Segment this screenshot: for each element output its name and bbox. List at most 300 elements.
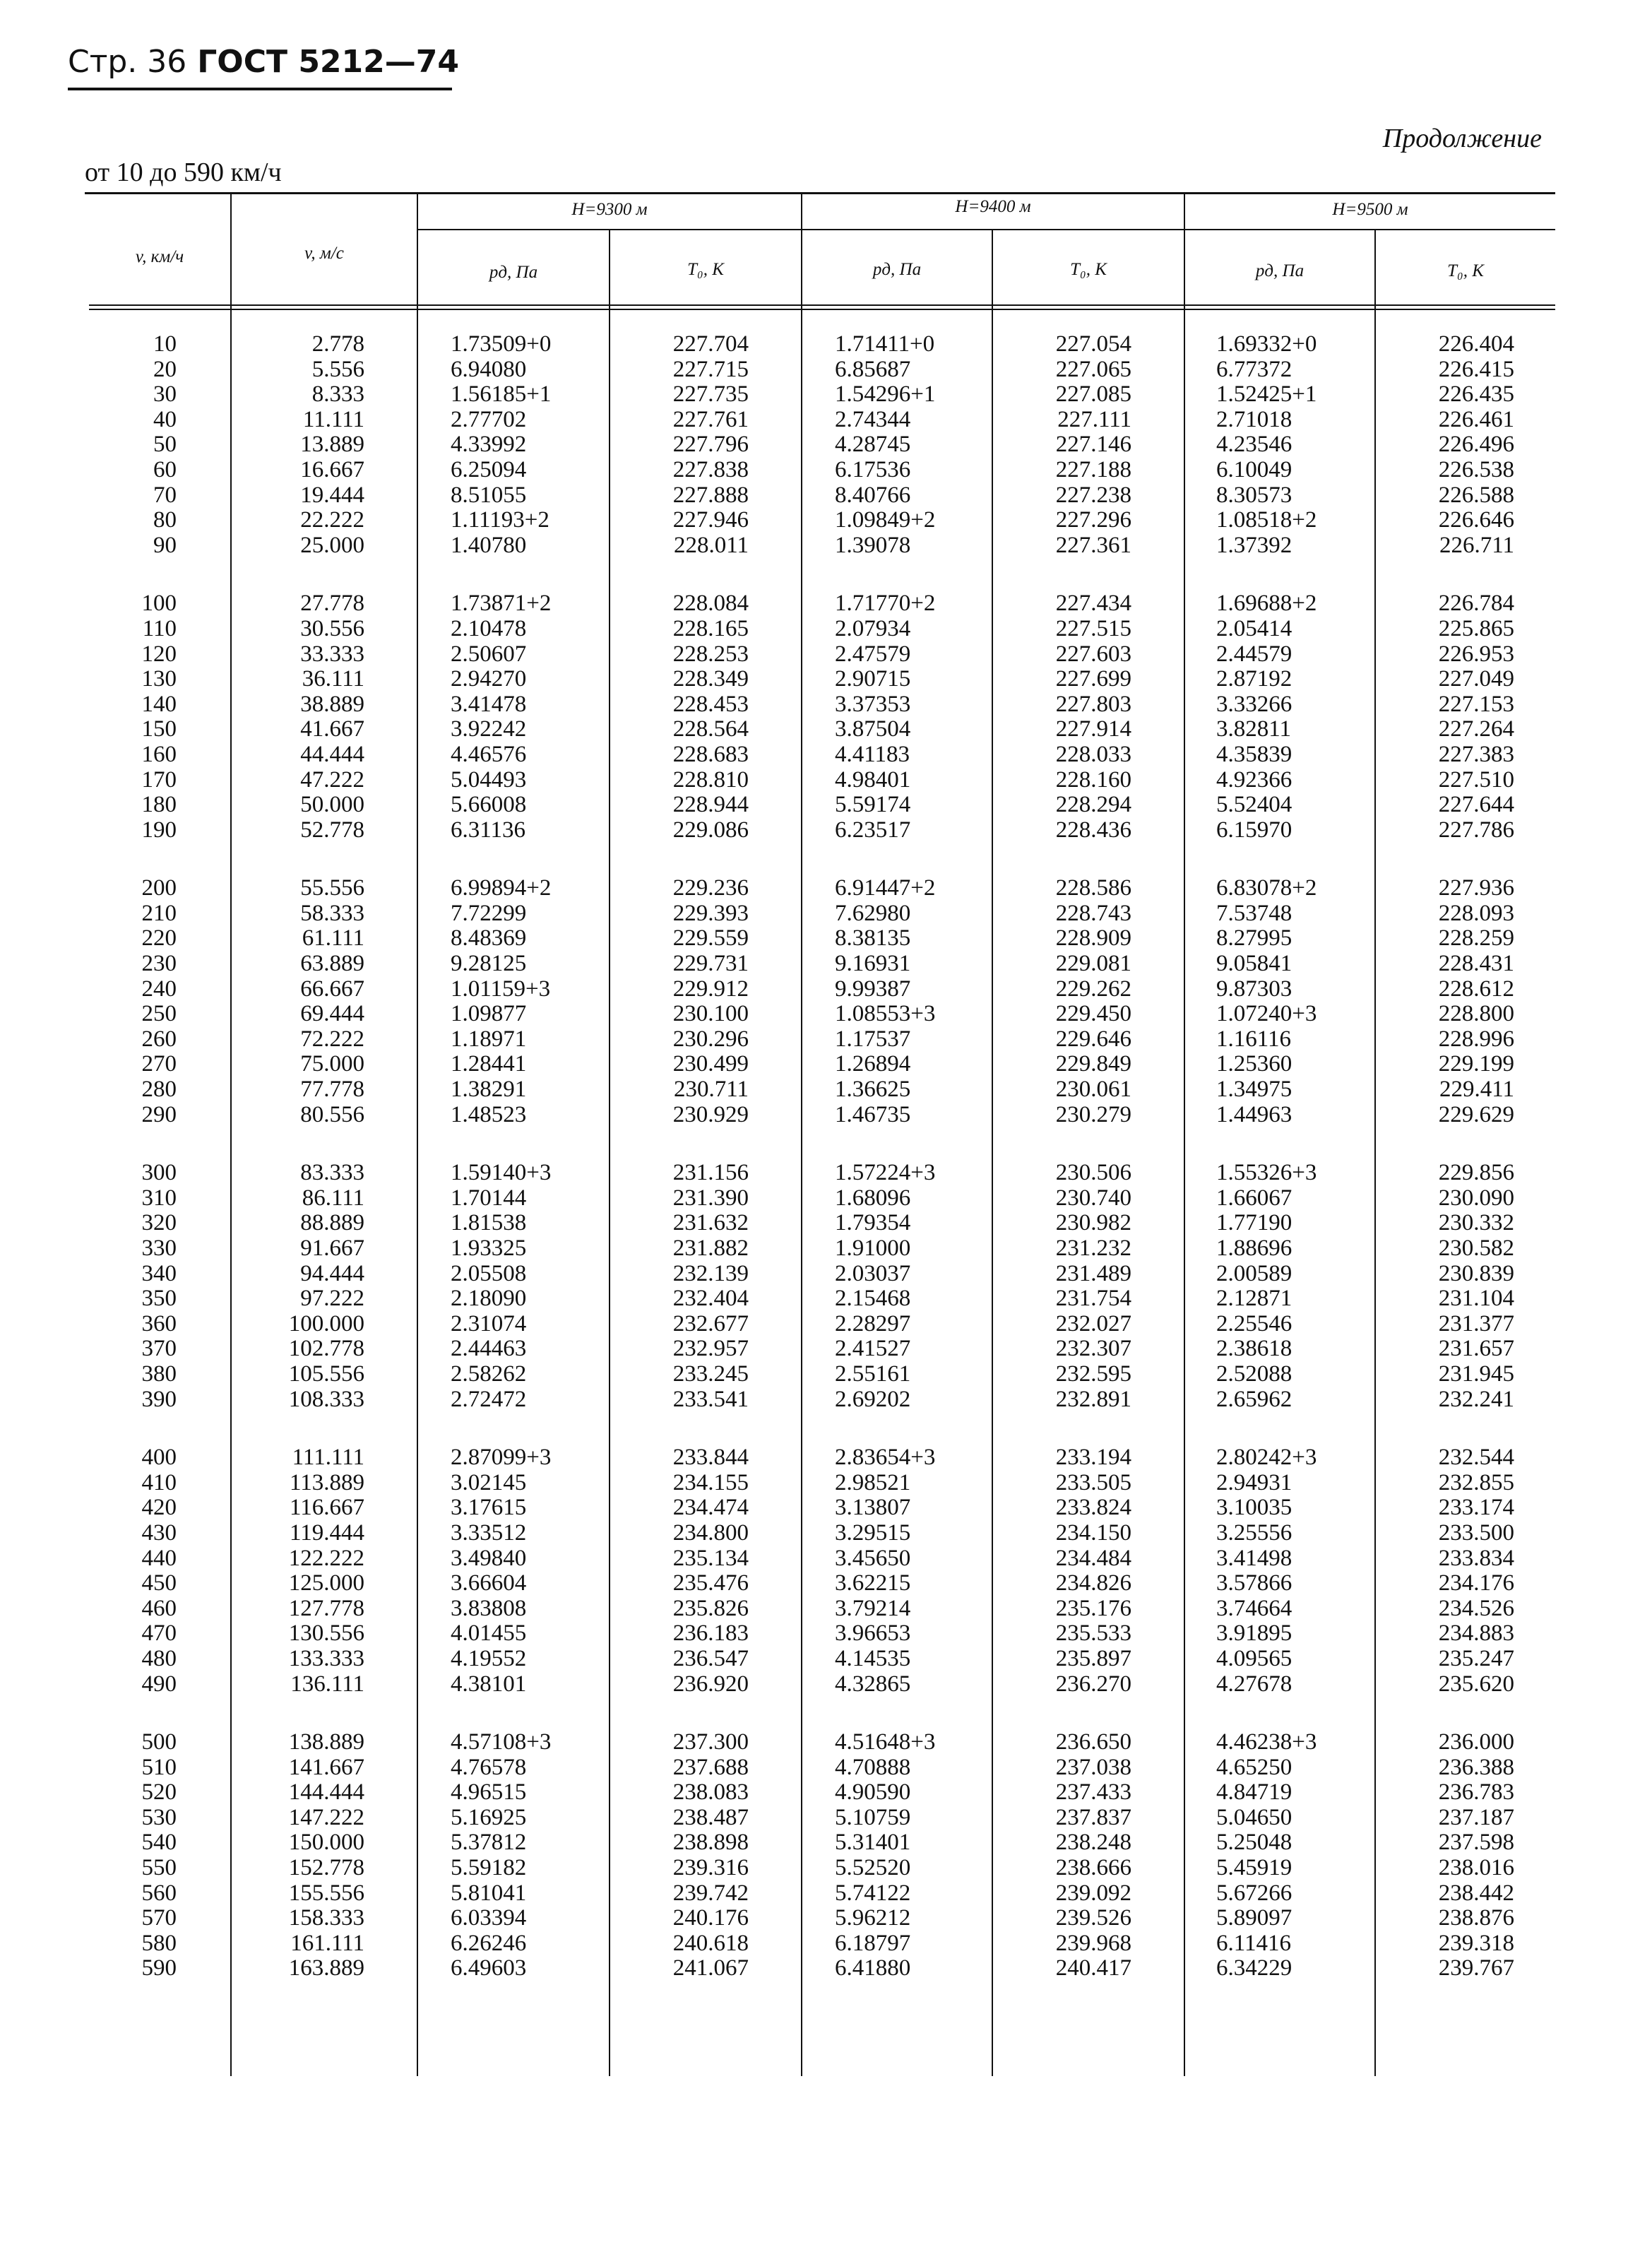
table-cell: 229.411 bbox=[1439, 1077, 1514, 1103]
table-cell: 2.38618 bbox=[1216, 1336, 1293, 1362]
table-cell: 3.17615 bbox=[451, 1495, 527, 1521]
row-group bbox=[1376, 876, 1514, 1127]
table-cell: 19.444 bbox=[300, 482, 364, 508]
table-cell: 1.54296+1 bbox=[835, 381, 936, 408]
table-cell: 2.778 bbox=[311, 331, 364, 357]
table-cell: 4.27678 bbox=[1216, 1671, 1293, 1697]
table-cell: 2.31074 bbox=[451, 1310, 527, 1337]
header-t0: T₀, К bbox=[687, 260, 724, 279]
table-cell: 1.48523 bbox=[451, 1101, 527, 1127]
table-cell: 1.69688+2 bbox=[1216, 591, 1317, 617]
table-cell: 30.556 bbox=[300, 615, 364, 641]
header-altitude-9500: H=9500 м bbox=[1332, 200, 1408, 219]
table-cell: 238.898 bbox=[672, 1830, 749, 1856]
table-cell: 3.45650 bbox=[835, 1545, 911, 1571]
header-bottom-rule-1 bbox=[89, 304, 1555, 306]
table-cell: 227.515 bbox=[1055, 615, 1131, 641]
table-cell: 235.533 bbox=[1055, 1620, 1131, 1647]
table-cell: 7.53748 bbox=[1216, 900, 1293, 926]
table-cell: 238.442 bbox=[1438, 1880, 1514, 1906]
table-cell: 100.000 bbox=[288, 1310, 364, 1337]
table-cell: 4.51648+3 bbox=[835, 1729, 936, 1755]
table-cell: 233.834 bbox=[1438, 1545, 1514, 1571]
table-cell: 239.767 bbox=[1438, 1955, 1514, 1981]
row-group bbox=[1376, 1445, 1514, 1697]
table-cell: 27.778 bbox=[300, 591, 364, 617]
column-v-ms bbox=[232, 332, 364, 2015]
table-cell: 231.377 bbox=[1438, 1310, 1514, 1337]
row-group bbox=[993, 332, 1131, 558]
table-cell: 1.08518+2 bbox=[1216, 507, 1317, 533]
table-cell: 227.838 bbox=[672, 456, 749, 482]
row-group bbox=[232, 591, 364, 843]
table-cell: 5.67266 bbox=[1216, 1880, 1293, 1906]
table-cell: 11.111 bbox=[302, 406, 364, 432]
table-cell: 50.000 bbox=[300, 792, 364, 818]
table-cell: 3.41478 bbox=[451, 691, 527, 717]
table-cell: 229.262 bbox=[1055, 976, 1131, 1002]
header-t0: T₀, К bbox=[1447, 261, 1484, 280]
table-cell: 1.39078 bbox=[835, 532, 911, 558]
table-cell: 227.383 bbox=[1438, 741, 1514, 767]
table-cell: 6.99894+2 bbox=[451, 875, 552, 901]
table-cell: 2.44579 bbox=[1216, 641, 1293, 667]
table-cell: 233.505 bbox=[1055, 1469, 1131, 1495]
table-cell: 230.711 bbox=[673, 1077, 749, 1103]
table-cell: 6.77372 bbox=[1216, 356, 1293, 382]
table-cell: 470 bbox=[141, 1620, 177, 1647]
table-cell: 231.657 bbox=[1438, 1336, 1514, 1362]
table-cell: 228.253 bbox=[672, 641, 749, 667]
table-cell: 40 bbox=[153, 406, 177, 432]
table-cell: 150 bbox=[141, 716, 177, 742]
table-cell: 226.461 bbox=[1438, 406, 1514, 432]
table-cell: 2.25546 bbox=[1216, 1310, 1293, 1337]
row-group bbox=[451, 591, 606, 843]
table-cell: 3.33266 bbox=[1216, 691, 1293, 717]
table-cell: 2.94270 bbox=[451, 666, 527, 692]
table-cell: 520 bbox=[141, 1779, 177, 1806]
table-cell: 228.093 bbox=[1438, 900, 1514, 926]
table-cell: 233.194 bbox=[1055, 1445, 1131, 1471]
table-cell: 190 bbox=[141, 817, 177, 843]
table-cell: 1.09849+2 bbox=[835, 507, 936, 533]
table-cell: 13.889 bbox=[300, 432, 364, 458]
table-cell: 232.307 bbox=[1055, 1336, 1131, 1362]
table-cell: 227.699 bbox=[1055, 666, 1131, 692]
table-cell: 2.69202 bbox=[835, 1386, 911, 1412]
table-cell: 4.65250 bbox=[1216, 1754, 1293, 1780]
table-cell: 227.238 bbox=[1055, 482, 1131, 508]
table-cell: 44.444 bbox=[300, 741, 364, 767]
table-cell: 231.232 bbox=[1055, 1235, 1131, 1261]
column-9500-t0 bbox=[1376, 332, 1514, 2015]
table-cell: 6.85687 bbox=[835, 356, 911, 382]
table-cell: 590 bbox=[141, 1955, 177, 1981]
table-cell: 227.936 bbox=[1438, 875, 1514, 901]
table-cell: 228.033 bbox=[1055, 741, 1131, 767]
table-cell: 228.586 bbox=[1055, 875, 1131, 901]
table-cell: 116.667 bbox=[289, 1495, 364, 1521]
table-cell: 108.333 bbox=[288, 1386, 364, 1412]
table-cell: 232.677 bbox=[672, 1310, 749, 1337]
table-cell: 228.011 bbox=[673, 532, 749, 558]
table-cell: 158.333 bbox=[288, 1905, 364, 1931]
table-cell: 500 bbox=[141, 1729, 177, 1755]
table-cell: 1.08553+3 bbox=[835, 1001, 936, 1027]
table-cell: 9.99387 bbox=[835, 976, 911, 1002]
table-cell: 240.618 bbox=[672, 1930, 749, 1956]
table-cell: 83.333 bbox=[300, 1160, 364, 1186]
table-cell: 540 bbox=[141, 1830, 177, 1856]
table-cell: 234.474 bbox=[672, 1495, 749, 1521]
table-cell: 227.111 bbox=[1057, 406, 1131, 432]
table-cell: 2.10478 bbox=[451, 615, 527, 641]
table-cell: 70 bbox=[153, 482, 177, 508]
altitude-header-rule bbox=[417, 229, 1555, 230]
table-cell: 105.556 bbox=[288, 1361, 364, 1387]
column-9400-t0 bbox=[993, 332, 1131, 2015]
table-cell: 3.96653 bbox=[835, 1620, 911, 1647]
table-cell: 1.59140+3 bbox=[451, 1160, 552, 1186]
table-cell: 231.882 bbox=[672, 1235, 749, 1261]
row-group bbox=[610, 332, 749, 558]
table-cell: 228.349 bbox=[672, 666, 749, 692]
table-cell: 3.87504 bbox=[835, 716, 911, 742]
table-cell: 163.889 bbox=[288, 1955, 364, 1981]
table-cell: 130 bbox=[141, 666, 177, 692]
table-cell: 2.71018 bbox=[1216, 406, 1293, 432]
table-cell: 9.16931 bbox=[835, 951, 911, 977]
table-cell: 227.264 bbox=[1438, 716, 1514, 742]
header-v-ms: v, м/с bbox=[304, 244, 344, 263]
table-cell: 233.824 bbox=[1055, 1495, 1131, 1521]
row-group bbox=[232, 332, 364, 558]
table-cell: 300 bbox=[141, 1160, 177, 1186]
table-cell: 119.444 bbox=[289, 1519, 364, 1546]
table-cell: 226.784 bbox=[1438, 591, 1514, 617]
table-cell: 229.236 bbox=[672, 875, 749, 901]
table-cell: 2.65962 bbox=[1216, 1386, 1293, 1412]
table-cell: 5.89097 bbox=[1216, 1905, 1293, 1931]
table-cell: 234.826 bbox=[1055, 1570, 1131, 1596]
table-cell: 236.547 bbox=[672, 1645, 749, 1671]
table-cell: 86.111 bbox=[302, 1185, 364, 1211]
table-cell: 227.786 bbox=[1438, 817, 1514, 843]
table-cell: 227.434 bbox=[1055, 591, 1131, 617]
table-cell: 230.506 bbox=[1055, 1160, 1131, 1186]
table-cell: 227.054 bbox=[1055, 331, 1131, 357]
table-cell: 2.74344 bbox=[835, 406, 911, 432]
continuation-label: Продолжение bbox=[1382, 124, 1542, 153]
table-cell: 229.629 bbox=[1438, 1101, 1514, 1127]
table-cell: 226.711 bbox=[1439, 532, 1514, 558]
table-cell: 236.783 bbox=[1438, 1779, 1514, 1806]
table-cell: 228.996 bbox=[1438, 1026, 1514, 1052]
table-cell: 1.71770+2 bbox=[835, 591, 936, 617]
table-cell: 155.556 bbox=[288, 1880, 364, 1906]
table-cell: 2.87099+3 bbox=[451, 1445, 552, 1471]
table-cell: 4.32865 bbox=[835, 1671, 911, 1697]
table-cell: 1.69332+0 bbox=[1216, 331, 1317, 357]
table-cell: 5.04493 bbox=[451, 766, 527, 793]
header-v-kmh: v, км/ч bbox=[135, 247, 184, 266]
table-cell: 6.03394 bbox=[451, 1905, 527, 1931]
table-cell: 4.19552 bbox=[451, 1645, 527, 1671]
table-cell: 229.912 bbox=[672, 976, 749, 1002]
column-9300-t0 bbox=[610, 332, 749, 2015]
column-9500-pd bbox=[1216, 332, 1372, 2015]
table-cell: 239.526 bbox=[1055, 1905, 1131, 1931]
table-cell: 4.90590 bbox=[835, 1779, 911, 1806]
table-cell: 226.646 bbox=[1438, 507, 1514, 533]
table-cell: 3.37353 bbox=[835, 691, 911, 717]
table-cell: 230.982 bbox=[1055, 1210, 1131, 1236]
table-cell: 250 bbox=[141, 1001, 177, 1027]
table-cell: 1.09877 bbox=[451, 1001, 527, 1027]
table-cell: 227.735 bbox=[672, 381, 749, 408]
table-cell: 237.300 bbox=[672, 1729, 749, 1755]
table-cell: 220 bbox=[141, 925, 177, 952]
table-cell: 231.489 bbox=[1055, 1260, 1131, 1286]
table-cell: 94.444 bbox=[300, 1260, 364, 1286]
table-cell: 1.52425+1 bbox=[1216, 381, 1317, 408]
row-group bbox=[89, 1730, 177, 1981]
table-cell: 237.688 bbox=[672, 1754, 749, 1780]
row-group bbox=[89, 1161, 177, 1412]
table-cell: 238.876 bbox=[1438, 1905, 1514, 1931]
table-cell: 1.44963 bbox=[1216, 1101, 1293, 1127]
table-cell: 290 bbox=[141, 1101, 177, 1127]
table-cell: 6.17536 bbox=[835, 456, 911, 482]
table-cell: 370 bbox=[141, 1336, 177, 1362]
row-group bbox=[835, 1445, 990, 1697]
row-group bbox=[232, 876, 364, 1127]
table-cell: 152.778 bbox=[288, 1855, 364, 1881]
table-cell: 550 bbox=[141, 1855, 177, 1881]
header-bottom-rule-2 bbox=[89, 309, 1555, 310]
row-group bbox=[1216, 1445, 1372, 1697]
header-pd: pд, Па bbox=[872, 260, 922, 279]
table-cell: 4.92366 bbox=[1216, 766, 1293, 793]
table-cell: 1.77190 bbox=[1216, 1210, 1293, 1236]
table-cell: 227.065 bbox=[1055, 356, 1131, 382]
row-group bbox=[835, 1161, 990, 1412]
table-cell: 228.294 bbox=[1055, 792, 1131, 818]
table-cell: 530 bbox=[141, 1804, 177, 1830]
table-cell: 510 bbox=[141, 1754, 177, 1780]
table-cell: 231.945 bbox=[1438, 1361, 1514, 1387]
table-cell: 4.57108+3 bbox=[451, 1729, 552, 1755]
table-cell: 1.66067 bbox=[1216, 1185, 1293, 1211]
table-cell: 80.556 bbox=[300, 1101, 364, 1127]
table-cell: 1.37392 bbox=[1216, 532, 1293, 558]
table-cell: 1.79354 bbox=[835, 1210, 911, 1236]
table-cell: 2.83654+3 bbox=[835, 1445, 936, 1471]
row-group bbox=[232, 1161, 364, 1412]
row-group bbox=[1376, 1730, 1514, 1981]
table-cell: 3.02145 bbox=[451, 1469, 527, 1495]
table-cell: 230.296 bbox=[672, 1026, 749, 1052]
table-cell: 238.487 bbox=[672, 1804, 749, 1830]
table-cell: 66.667 bbox=[300, 976, 364, 1002]
table-cell: 161.111 bbox=[290, 1930, 364, 1956]
table-cell: 360 bbox=[141, 1310, 177, 1337]
table-cell: 231.390 bbox=[672, 1185, 749, 1211]
table-cell: 234.150 bbox=[1055, 1519, 1131, 1546]
table-cell: 229.731 bbox=[672, 951, 749, 977]
table-cell: 227.715 bbox=[672, 356, 749, 382]
table-cell: 227.049 bbox=[1438, 666, 1514, 692]
table-cell: 6.41880 bbox=[835, 1955, 911, 1981]
table-cell: 229.393 bbox=[672, 900, 749, 926]
table-cell: 2.90715 bbox=[835, 666, 911, 692]
table-cell: 4.33992 bbox=[451, 432, 527, 458]
table-cell: 2.18090 bbox=[451, 1286, 527, 1312]
table-cell: 232.855 bbox=[1438, 1469, 1514, 1495]
table-cell: 1.18971 bbox=[451, 1026, 527, 1052]
table-cell: 234.883 bbox=[1438, 1620, 1514, 1647]
table-cell: 5.81041 bbox=[451, 1880, 527, 1906]
table-cell: 229.856 bbox=[1438, 1160, 1514, 1186]
table-cell: 227.085 bbox=[1055, 381, 1131, 408]
table-cell: 235.134 bbox=[672, 1545, 749, 1571]
table-cell: 3.33512 bbox=[451, 1519, 527, 1546]
table-cell: 3.10035 bbox=[1216, 1495, 1293, 1521]
table-cell: 490 bbox=[141, 1671, 177, 1697]
table-cell: 430 bbox=[141, 1519, 177, 1546]
table-cell: 1.46735 bbox=[835, 1101, 911, 1127]
table-cell: 230.740 bbox=[1055, 1185, 1131, 1211]
row-group bbox=[835, 332, 990, 558]
table-cell: 1.36625 bbox=[835, 1077, 911, 1103]
header-altitude-9400: H=9400 м bbox=[955, 197, 1031, 216]
table-cell: 2.15468 bbox=[835, 1286, 911, 1312]
table-cell: 138.889 bbox=[288, 1729, 364, 1755]
table-cell: 9.87303 bbox=[1216, 976, 1293, 1002]
table-cell: 1.68096 bbox=[835, 1185, 911, 1211]
table-cell: 234.526 bbox=[1438, 1595, 1514, 1621]
row-group bbox=[993, 591, 1131, 843]
table-cell: 1.88696 bbox=[1216, 1235, 1293, 1261]
row-group bbox=[993, 1730, 1131, 1981]
table-cell: 5.52520 bbox=[835, 1855, 911, 1881]
table-cell: 236.270 bbox=[1055, 1671, 1131, 1697]
table-cell: 231.632 bbox=[672, 1210, 749, 1236]
table-cell: 227.644 bbox=[1438, 792, 1514, 818]
table-cell: 6.83078+2 bbox=[1216, 875, 1317, 901]
table-cell: 61.111 bbox=[302, 925, 364, 952]
table-cell: 130.556 bbox=[288, 1620, 364, 1647]
table-cell: 270 bbox=[141, 1051, 177, 1077]
header-pd: pд, Па bbox=[489, 263, 538, 282]
table-cell: 6.10049 bbox=[1216, 456, 1293, 482]
table-cell: 238.016 bbox=[1438, 1855, 1514, 1881]
table-cell: 226.415 bbox=[1438, 356, 1514, 382]
table-cell: 41.667 bbox=[300, 716, 364, 742]
table-cell: 3.82811 bbox=[1216, 716, 1292, 742]
table-cell: 136.111 bbox=[290, 1671, 364, 1697]
table-cell: 97.222 bbox=[300, 1286, 364, 1312]
table-cell: 340 bbox=[141, 1260, 177, 1286]
table-cell: 8.27995 bbox=[1216, 925, 1293, 952]
table-cell: 3.83808 bbox=[451, 1595, 527, 1621]
table-cell: 228.436 bbox=[1055, 817, 1131, 843]
table-cell: 228.165 bbox=[672, 615, 749, 641]
table-cell: 560 bbox=[141, 1880, 177, 1906]
table-cell: 2.00589 bbox=[1216, 1260, 1293, 1286]
table-cell: 3.79214 bbox=[835, 1595, 911, 1621]
table-cell: 8.51055 bbox=[451, 482, 527, 508]
table-cell: 235.476 bbox=[672, 1570, 749, 1596]
table-cell: 1.55326+3 bbox=[1216, 1160, 1317, 1186]
table-cell: 6.25094 bbox=[451, 456, 527, 482]
table-cell: 460 bbox=[141, 1595, 177, 1621]
row-group bbox=[835, 591, 990, 843]
table-cell: 4.41183 bbox=[835, 741, 910, 767]
table-cell: 52.778 bbox=[300, 817, 364, 843]
table-cell: 160 bbox=[141, 741, 177, 767]
table-cell: 227.761 bbox=[672, 406, 749, 432]
table-cell: 235.826 bbox=[672, 1595, 749, 1621]
column-9300-pd bbox=[451, 332, 606, 2015]
table-cell: 229.646 bbox=[1055, 1026, 1131, 1052]
table-cell: 239.742 bbox=[672, 1880, 749, 1906]
table-cell: 113.889 bbox=[289, 1469, 364, 1495]
header-pd: pд, Па bbox=[1255, 261, 1305, 280]
table-cell: 235.247 bbox=[1438, 1645, 1514, 1671]
table-cell: 4.76578 bbox=[451, 1754, 527, 1780]
row-group bbox=[610, 876, 749, 1127]
table-cell: 2.80242+3 bbox=[1216, 1445, 1317, 1471]
row-group bbox=[1376, 332, 1514, 558]
table-cell: 1.73509+0 bbox=[451, 331, 552, 357]
table-cell: 240.417 bbox=[1055, 1955, 1131, 1981]
table-cell: 6.94080 bbox=[451, 356, 527, 382]
row-group bbox=[993, 1445, 1131, 1697]
table-cell: 1.93325 bbox=[451, 1235, 527, 1261]
page-number: Стр. 36 bbox=[68, 44, 187, 80]
table-cell: 237.433 bbox=[1055, 1779, 1131, 1806]
row-group bbox=[1216, 1161, 1372, 1412]
table-cell: 1.01159+3 bbox=[451, 976, 551, 1002]
table-cell: 10 bbox=[153, 331, 177, 357]
table-cell: 58.333 bbox=[300, 900, 364, 926]
table-cell: 122.222 bbox=[288, 1545, 364, 1571]
table-cell: 4.84719 bbox=[1216, 1779, 1293, 1806]
row-group bbox=[1216, 1730, 1372, 1981]
row-group bbox=[993, 1161, 1131, 1412]
table-cell: 234.155 bbox=[672, 1469, 749, 1495]
table-cell: 233.844 bbox=[672, 1445, 749, 1471]
row-group bbox=[451, 1161, 606, 1412]
table-cell: 228.160 bbox=[1055, 766, 1131, 793]
table-cell: 6.91447+2 bbox=[835, 875, 936, 901]
table-cell: 232.241 bbox=[1438, 1386, 1514, 1412]
table-cell: 228.612 bbox=[1438, 976, 1514, 1002]
table-top-rule bbox=[85, 192, 1555, 194]
table-cell: 228.743 bbox=[1055, 900, 1131, 926]
table-cell: 226.435 bbox=[1438, 381, 1514, 408]
table-cell: 3.41498 bbox=[1216, 1545, 1293, 1571]
row-group bbox=[1376, 1161, 1514, 1412]
table-cell: 227.796 bbox=[672, 432, 749, 458]
table-cell: 235.897 bbox=[1055, 1645, 1131, 1671]
table-cell: 420 bbox=[141, 1495, 177, 1521]
table-cell: 230.100 bbox=[672, 1001, 749, 1027]
table-cell: 235.620 bbox=[1438, 1671, 1514, 1697]
table-cell: 144.444 bbox=[288, 1779, 364, 1806]
